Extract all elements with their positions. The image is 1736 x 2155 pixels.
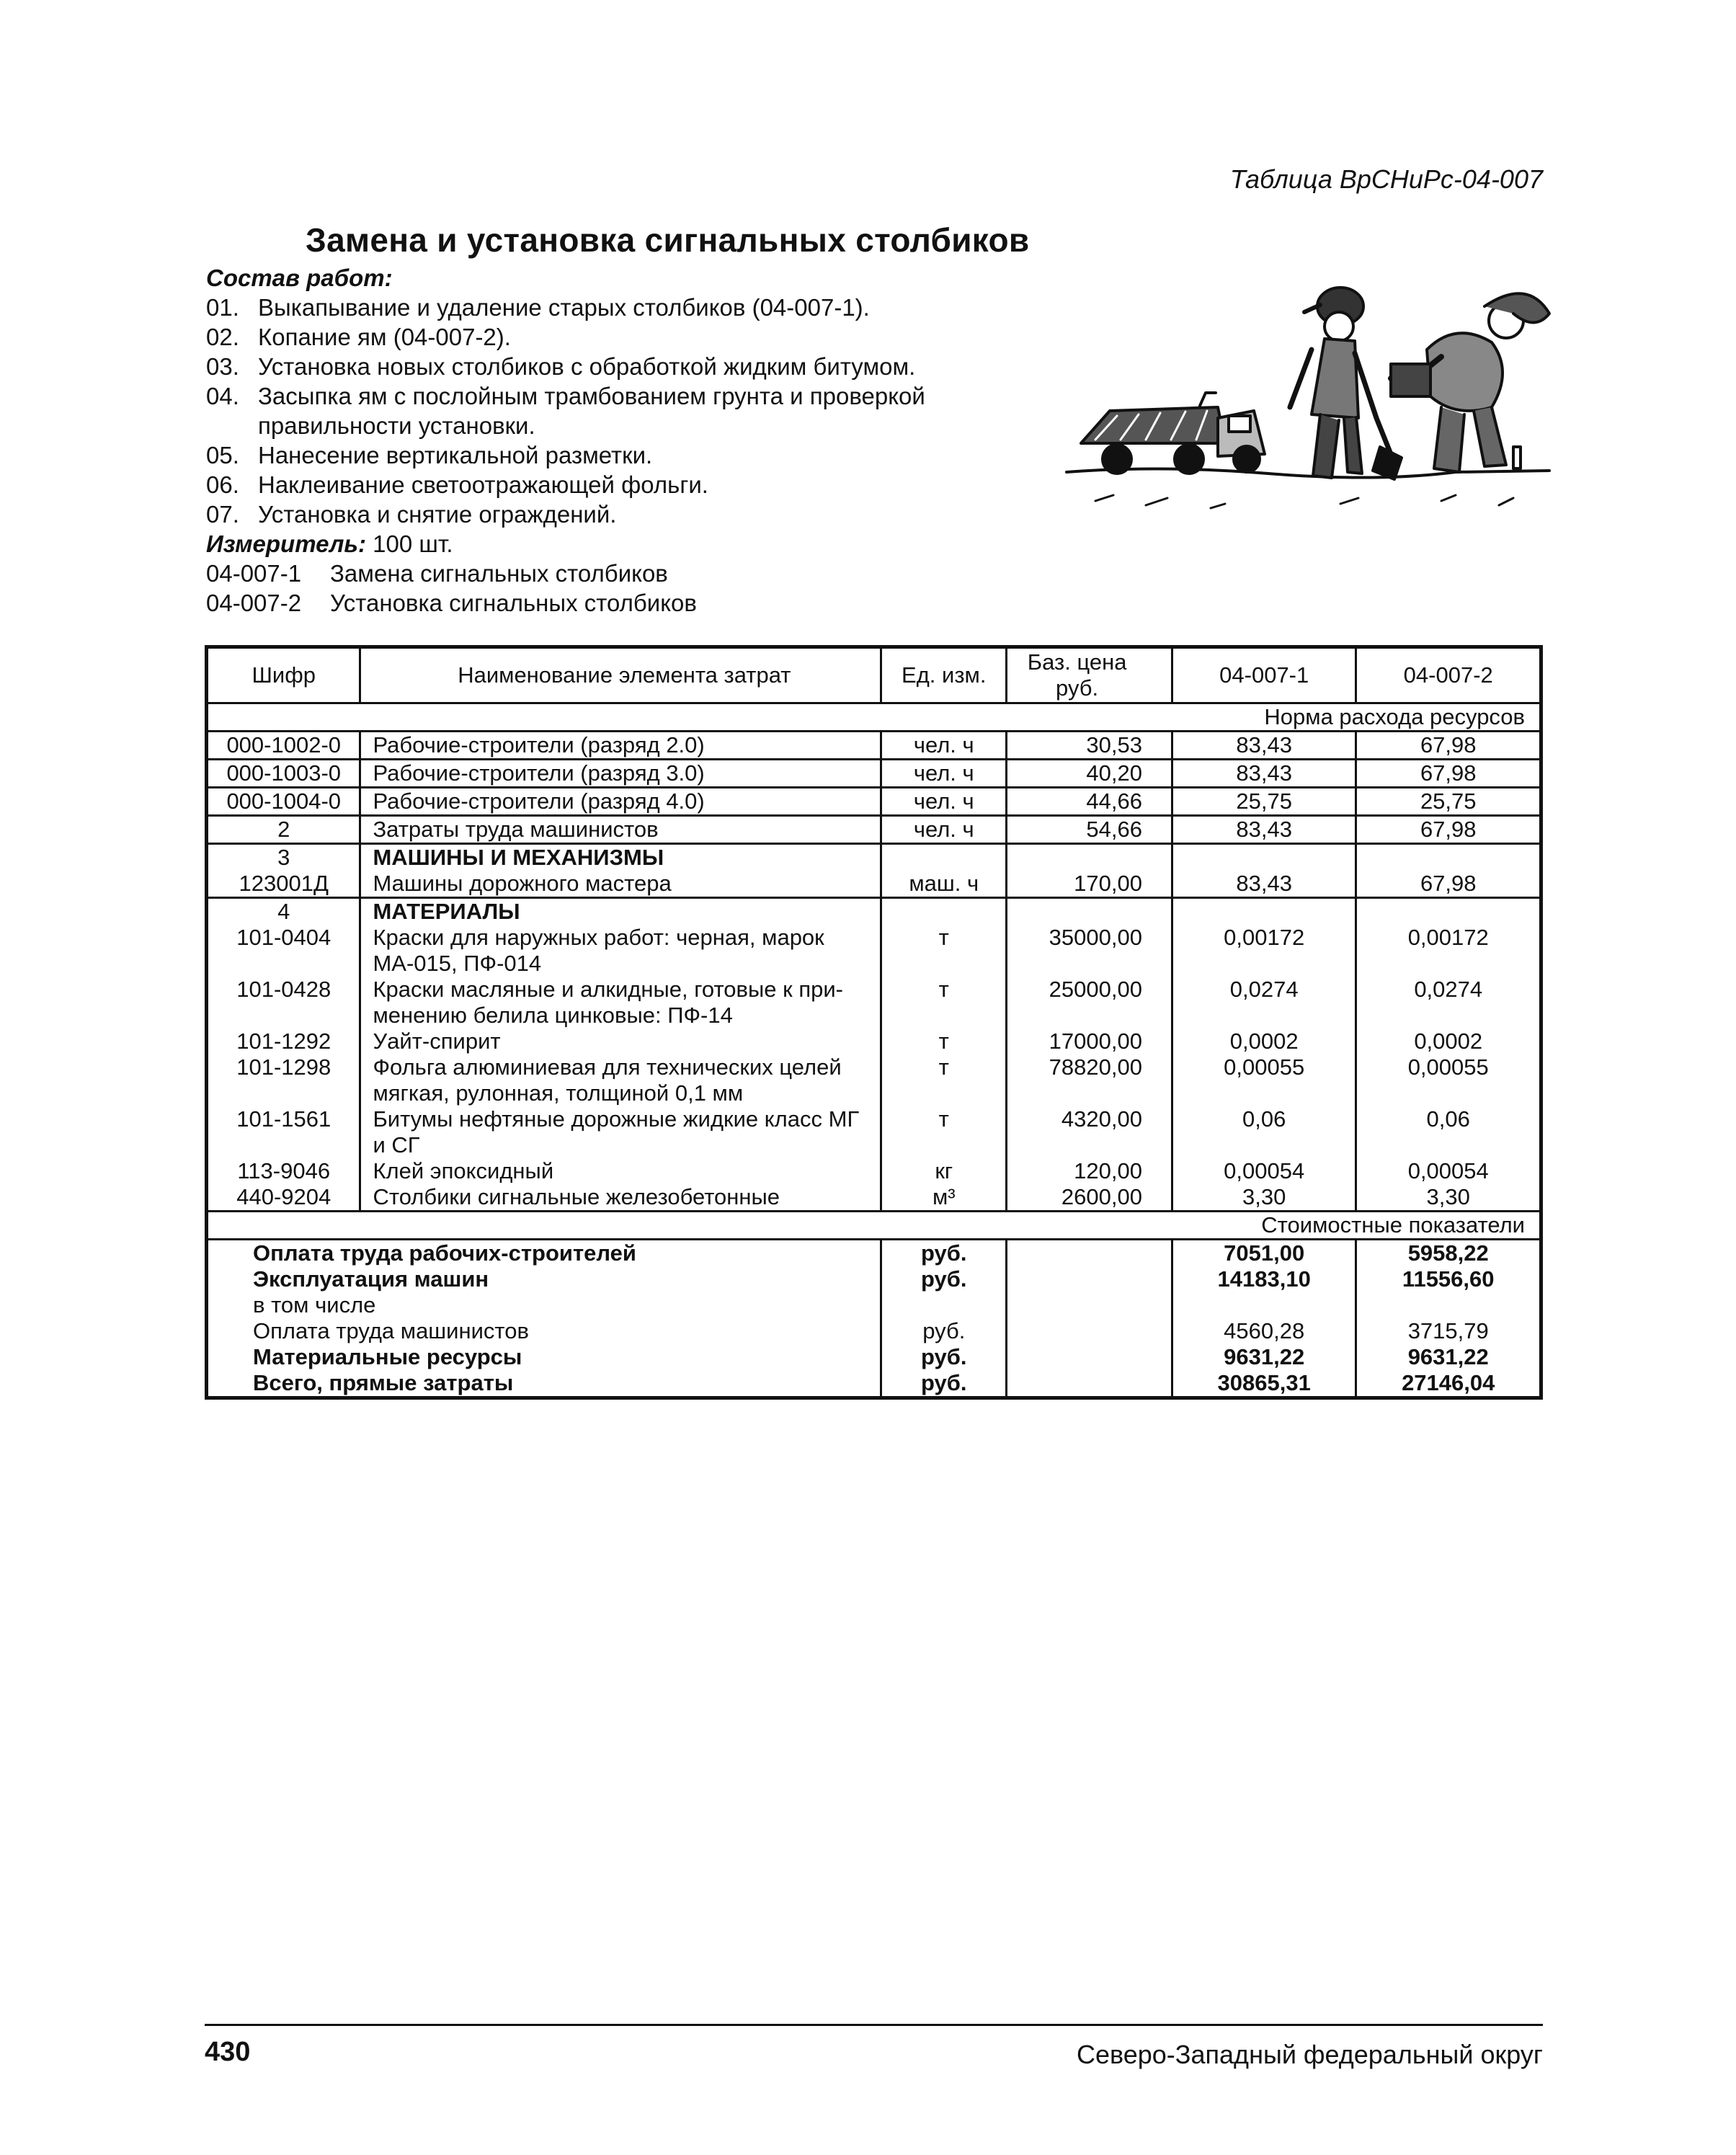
cell-name-line1: Фольга алюминиевая для технических целей [373, 1054, 842, 1080]
summary-name: Эксплуатация машин [207, 1266, 881, 1292]
cell-name: Рабочие-строители (разряд 4.0) [360, 788, 881, 816]
cell-name: Рабочие-строители (разряд 2.0) [360, 732, 881, 760]
cell-price: 40,20 [1007, 760, 1172, 788]
work-item-number: 06. [206, 471, 239, 498]
code-line [206, 559, 1042, 588]
work-item [206, 470, 1042, 499]
column-header-name: Наименование элемента затрат [360, 647, 881, 703]
cell-name: Машины дорожного мастера [360, 871, 881, 898]
cell-v2: 67,98 [1356, 871, 1541, 898]
work-item-text: Установка новых столбиков с обработкой жидким битумом. [258, 353, 916, 380]
cell-name: Столбики сигнальные железобетонные [360, 1184, 881, 1212]
summary-v2: 5958,22 [1407, 1240, 1489, 1266]
cell-unit: чел. ч [881, 788, 1007, 816]
column-header-v1: 04-007-1 [1172, 647, 1356, 703]
summary-v1: 9631,22 [1172, 1344, 1356, 1370]
cell-unit: маш. ч [881, 871, 1007, 898]
column-header-price [1007, 647, 1172, 703]
work-composition [206, 263, 1042, 618]
code-description: Установка сигнальных столбиков [330, 590, 697, 616]
summary-name: Всего, прямые затраты [207, 1370, 881, 1398]
work-item [206, 293, 1042, 322]
column-header-code: Шифр [207, 647, 360, 703]
table-header-row [207, 647, 1541, 703]
summary-row [207, 1318, 1541, 1344]
summary-unit: руб. [881, 1266, 1007, 1292]
code-id: 04-007-2 [206, 590, 302, 616]
cell-code: 101-1298 [207, 1054, 360, 1106]
cell-name: Затраты труда машинистов [360, 816, 881, 844]
cell-code: 101-0428 [207, 977, 360, 1028]
cell-code: 440-9204 [207, 1184, 360, 1212]
page-number: 430 [205, 2037, 251, 2067]
work-item-number: 01. [206, 294, 239, 321]
cell-v2: 0,00055 [1407, 1054, 1489, 1080]
summary-v2: 3715,79 [1407, 1318, 1489, 1343]
work-item-number: 02. [206, 324, 239, 350]
cell-v1: 83,43 [1172, 816, 1356, 844]
cell-name-line1: Краски для наружных работ: черная, марок [373, 925, 824, 950]
work-item [206, 499, 1042, 529]
summary-row [207, 1240, 1541, 1267]
work-item-text: Выкапывание и удаление старых столбиков (04-007-1). [258, 294, 870, 321]
cell-name-line2: мягкая, рулонная, толщиной 0,1 мм [373, 1080, 744, 1106]
table-row [207, 1184, 1541, 1212]
footer-region: Северо-Западный федеральный округ [1076, 2040, 1543, 2069]
work-item [206, 352, 1042, 381]
cell-name-line2: и СГ [373, 1132, 420, 1158]
cell-v1: 0,00055 [1172, 1054, 1356, 1106]
cell-price: 30,53 [1007, 732, 1172, 760]
measure-value: 100 шт. [373, 530, 453, 557]
work-item-text: Копание ям (04-007-2). [258, 324, 511, 350]
work-item-number: 05. [206, 442, 239, 468]
code-description: Замена сигнальных столбиков [330, 560, 668, 587]
cell-v1: 83,43 [1172, 732, 1356, 760]
truck-icon [1081, 393, 1265, 474]
work-item-text: Нанесение вертикальной разметки. [258, 442, 653, 468]
summary-v2: 27146,04 [1402, 1370, 1495, 1395]
cell-v2: 67,98 [1356, 760, 1541, 788]
cell-price: 78820,00 [1007, 1054, 1172, 1106]
summary-row [207, 1292, 1541, 1318]
cell-price: 120,00 [1007, 1158, 1172, 1184]
worker-figure-right [1391, 293, 1549, 472]
table-row [207, 816, 1541, 844]
group-title: МАТЕРИАЛЫ [360, 898, 881, 925]
work-item [206, 322, 1042, 352]
page-title: Замена и установка сигнальных столбиков [306, 221, 1030, 259]
cell-name-line1: Краски масляные и алкидные, готовые к при- [373, 977, 843, 1002]
table-row [207, 1054, 1541, 1106]
summary-v1: 4560,28 [1172, 1318, 1356, 1344]
summary-v1: 14183,10 [1172, 1266, 1356, 1292]
summary-row [207, 1344, 1541, 1370]
section-header-row [207, 703, 1541, 732]
cell-name: Уайт-спирит [360, 1028, 881, 1054]
code-line [206, 588, 1042, 618]
cell-v2: 67,98 [1356, 732, 1541, 760]
cell-v1: 0,00172 [1172, 925, 1356, 977]
cell-price: 4320,00 [1007, 1106, 1172, 1158]
column-header-unit: Ед. изм. [881, 647, 1007, 703]
table-row [207, 1028, 1541, 1054]
work-composition-label: Состав работ: [206, 265, 393, 291]
work-item-text: Наклеивание светоотражающей фольги. [258, 471, 708, 498]
cell-v1: 83,43 [1172, 760, 1356, 788]
table-row [207, 788, 1541, 816]
cell-unit: т [881, 977, 1007, 1028]
cell-v2: 25,75 [1356, 788, 1541, 816]
summary-unit: руб. [881, 1318, 1007, 1344]
cell-name [360, 1106, 881, 1158]
summary-v1: 7051,00 [1172, 1240, 1356, 1267]
table-row [207, 1106, 1541, 1158]
cell-name: Рабочие-строители (разряд 3.0) [360, 760, 881, 788]
cell-v2: 0,00054 [1407, 1158, 1489, 1183]
cost-section-label: Стоимостные показатели [207, 1212, 1541, 1240]
cell-name [360, 1054, 881, 1106]
cell-code: 000-1002-0 [207, 732, 360, 760]
cell-code: 000-1003-0 [207, 760, 360, 788]
cell-code: 101-1561 [207, 1106, 360, 1158]
group-row [207, 898, 1541, 925]
norm-section-label: Норма расхода ресурсов [207, 703, 1541, 732]
workers-illustration [1052, 263, 1557, 515]
table-row [207, 871, 1541, 898]
cell-price: 2600,00 [1007, 1184, 1172, 1212]
cell-unit: т [881, 1106, 1007, 1158]
summary-v2: 11556,60 [1402, 1266, 1495, 1292]
code-id: 04-007-1 [206, 560, 302, 587]
work-item-text: Засыпка ям с послойным трамбованием грунта и проверкой правильности установки. [258, 383, 925, 439]
cell-name-line1: Битумы нефтяные дорожные жидкие класс МГ [373, 1106, 860, 1132]
cell-name-line2: МА-015, ПФ-014 [373, 951, 542, 976]
cell-v2: 67,98 [1356, 816, 1541, 844]
cell-v2: 0,00172 [1407, 925, 1489, 950]
summary-name: Материальные ресурсы [207, 1344, 881, 1370]
cell-v1: 83,43 [1172, 871, 1356, 898]
cell-v1: 0,0274 [1172, 977, 1356, 1028]
work-item [206, 440, 1042, 470]
cell-code: 4 [207, 898, 360, 925]
cost-table [205, 645, 1543, 1400]
summary-unit: руб. [881, 1240, 1007, 1267]
table-reference: Таблица ВрСНиРс-04-007 [1229, 164, 1543, 194]
cell-v1: 25,75 [1172, 788, 1356, 816]
column-header-v2: 04-007-2 [1356, 647, 1541, 703]
cell-v2: 3,30 [1356, 1184, 1541, 1212]
work-item-number: 07. [206, 501, 239, 528]
table-row [207, 925, 1541, 977]
cell-code: 2 [207, 816, 360, 844]
cell-price: 17000,00 [1007, 1028, 1172, 1054]
cell-code: 101-0404 [207, 925, 360, 977]
cell-price: 44,66 [1007, 788, 1172, 816]
cell-unit: чел. ч [881, 732, 1007, 760]
summary-row [207, 1370, 1541, 1398]
price-header-line2: руб. [1056, 675, 1099, 701]
cell-code: 123001Д [207, 871, 360, 898]
cell-code: 101-1292 [207, 1028, 360, 1054]
cell-v2: 0,06 [1426, 1106, 1470, 1132]
summary-unit: руб. [881, 1370, 1007, 1398]
table-row [207, 760, 1541, 788]
cell-unit: т [881, 925, 1007, 977]
cell-v1: 0,06 [1172, 1106, 1356, 1158]
cell-price: 54,66 [1007, 816, 1172, 844]
section-header-row [207, 1212, 1541, 1240]
table-row [207, 732, 1541, 760]
cell-v2: 0,0274 [1414, 977, 1483, 1002]
cell-code: 113-9046 [207, 1158, 360, 1184]
worker-figure-left [1290, 288, 1402, 479]
cell-unit: м³ [881, 1184, 1007, 1212]
cell-v1: 3,30 [1172, 1184, 1356, 1212]
cell-v1: 0,00054 [1172, 1158, 1356, 1184]
table-row [207, 977, 1541, 1028]
cell-unit: чел. ч [881, 760, 1007, 788]
measure-line [206, 529, 1042, 559]
summary-v1: 30865,31 [1172, 1370, 1356, 1398]
work-item [206, 381, 927, 440]
cell-name [360, 977, 881, 1028]
summary-row [207, 1266, 1541, 1292]
summary-name: в том числе [207, 1292, 881, 1318]
summary-v2: 9631,22 [1407, 1344, 1489, 1369]
cell-price: 35000,00 [1007, 925, 1172, 977]
cell-price: 25000,00 [1007, 977, 1172, 1028]
cell-code: 3 [207, 844, 360, 871]
summary-unit: руб. [881, 1344, 1007, 1370]
group-row [207, 844, 1541, 871]
work-item-text: Установка и снятие ограждений. [258, 501, 617, 528]
cell-name: Клей эпоксидный [360, 1158, 881, 1184]
cell-unit: т [881, 1028, 1007, 1054]
cell-unit: чел. ч [881, 816, 1007, 844]
work-item-number: 04. [206, 383, 239, 409]
cell-unit: т [881, 1054, 1007, 1106]
summary-name: Оплата труда рабочих-строителей [207, 1240, 881, 1267]
cell-name [360, 925, 881, 977]
group-title: МАШИНЫ И МЕХАНИЗМЫ [360, 844, 881, 871]
price-header-line1: Баз. цена [1027, 649, 1127, 675]
cell-v2: 0,0002 [1414, 1028, 1483, 1054]
cell-unit: кг [881, 1158, 1007, 1184]
cell-v1: 0,0002 [1172, 1028, 1356, 1054]
cell-name-line2: менению белила цинковые: ПФ-14 [373, 1003, 733, 1028]
work-item-number: 03. [206, 353, 239, 380]
summary-name: Оплата труда машинистов [207, 1318, 881, 1344]
cell-code: 000-1004-0 [207, 788, 360, 816]
table-row [207, 1158, 1541, 1184]
footer-divider [205, 2024, 1543, 2026]
measure-label: Измеритель: [206, 530, 366, 557]
cell-price: 170,00 [1007, 871, 1172, 898]
